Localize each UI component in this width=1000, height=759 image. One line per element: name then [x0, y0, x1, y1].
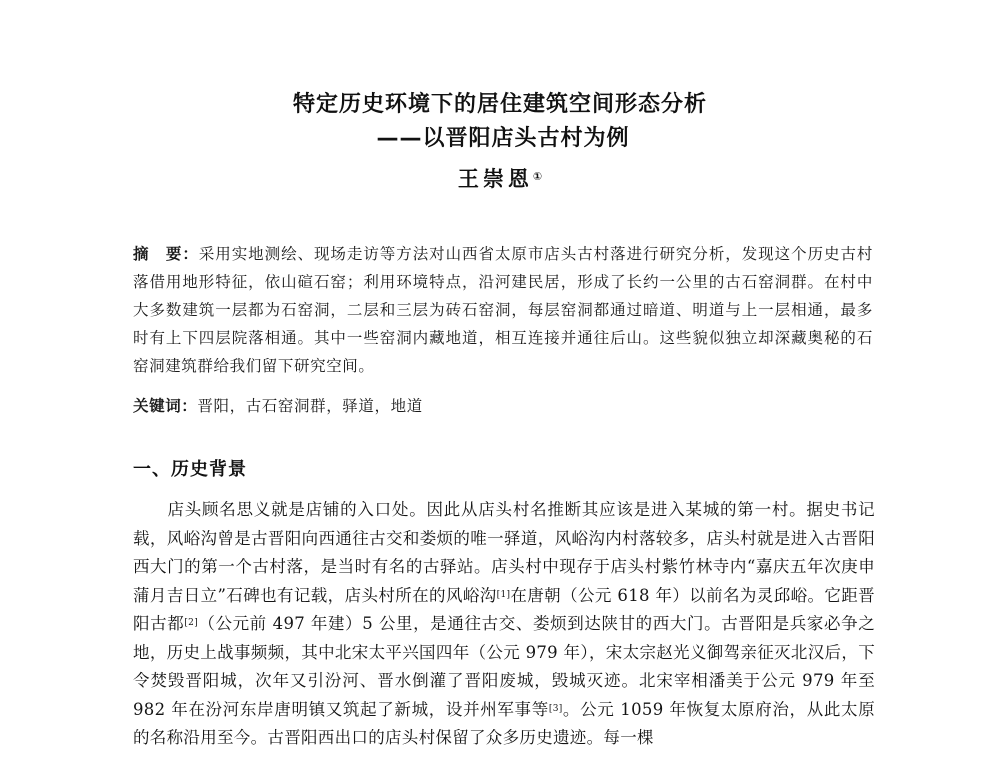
keywords-text: 晋阳，古石窑洞群，驿道，地道 [197, 397, 423, 415]
paper-title: 特定历史环境下的居住建筑空间形态分析 [292, 92, 707, 117]
title-block [0, 88, 1000, 196]
author-footnote-mark: ① [532, 170, 543, 183]
body-paragraph [133, 496, 875, 753]
paper-subtitle: ——以晋阳店头古村为例 [376, 126, 630, 151]
keywords [133, 392, 873, 420]
body-text-part-3: （公元前 497 年建）5 公里，是通往古交、娄烦到达陕甘的西大门。古晋阳是兵家必争之地，历史上战事频频，其中北宋太平兴国四年（公元 979 年），宋太宗赵光义御驾亲征灭北汉后，下令焚毁晋阳城，次年又引汾河、晋水倒灌了晋阳废城，毁城灭迹。北宋宰相潘美于公元 979 年至 982 年在汾河东岸唐明镇又筑起了新城，设并州军事等 [133, 614, 875, 719]
citation-1: [1] [496, 589, 511, 600]
citation-2: [2] [184, 618, 199, 628]
abstract [133, 240, 873, 380]
citation-3: [3] [548, 703, 563, 714]
abstract-label: 摘 要： [133, 245, 199, 263]
author-name: 王崇恩 [457, 167, 533, 191]
author-line [0, 162, 1000, 196]
abstract-text: 采用实地测绘、现场走访等方法对山西省太原市店头古村落进行研究分析，发现这个历史古村落借用地形特征，依山碹石窑；利用环境特点，沿河建民居，形成了长约一公里的古石窑洞群。在村中大多数建筑一层都为石窑洞，二层和三层为砖石窑洞，每层窑洞都通过暗道、明道与上一层相通，最多时有上下四层院落相通。其中一些窑洞内藏地道，相互连接并通往后山。这些貌似独立却深藏奥秘的石窑洞建筑群给我们留下研究空间。 [133, 245, 873, 375]
body-text-part-1: 店头顾名思义就是店铺的入口处。因此从店头村名推断其应该是进入某城的第一村。据史书记载，风峪沟曾是古晋阳向西通往古交和娄烦的唯一驿道，风峪沟内村落较多，店头村就是进入古晋阳西大门的第一个古村落，是当时有名的古驿站。店头村中现存于店头村紫竹林寺内“嘉庆五年次庚申蒲月吉日立”石碑也有记载，店头村所在的风峪沟 [133, 500, 875, 605]
section-heading: 一、历史背景 [133, 459, 247, 480]
body-text-part-2: 在唐朝（公元 618 年）以前名为灵邱峪。它距晋阳古都 [133, 585, 875, 633]
keywords-label: 关键词： [133, 397, 198, 415]
body-text-part-4: 。公元 1059 年恢复太原府治，从此太原的名称沿用至今。古晋阳西出口的店头村保留了众多历史遗迹。每一棵 [133, 699, 875, 747]
